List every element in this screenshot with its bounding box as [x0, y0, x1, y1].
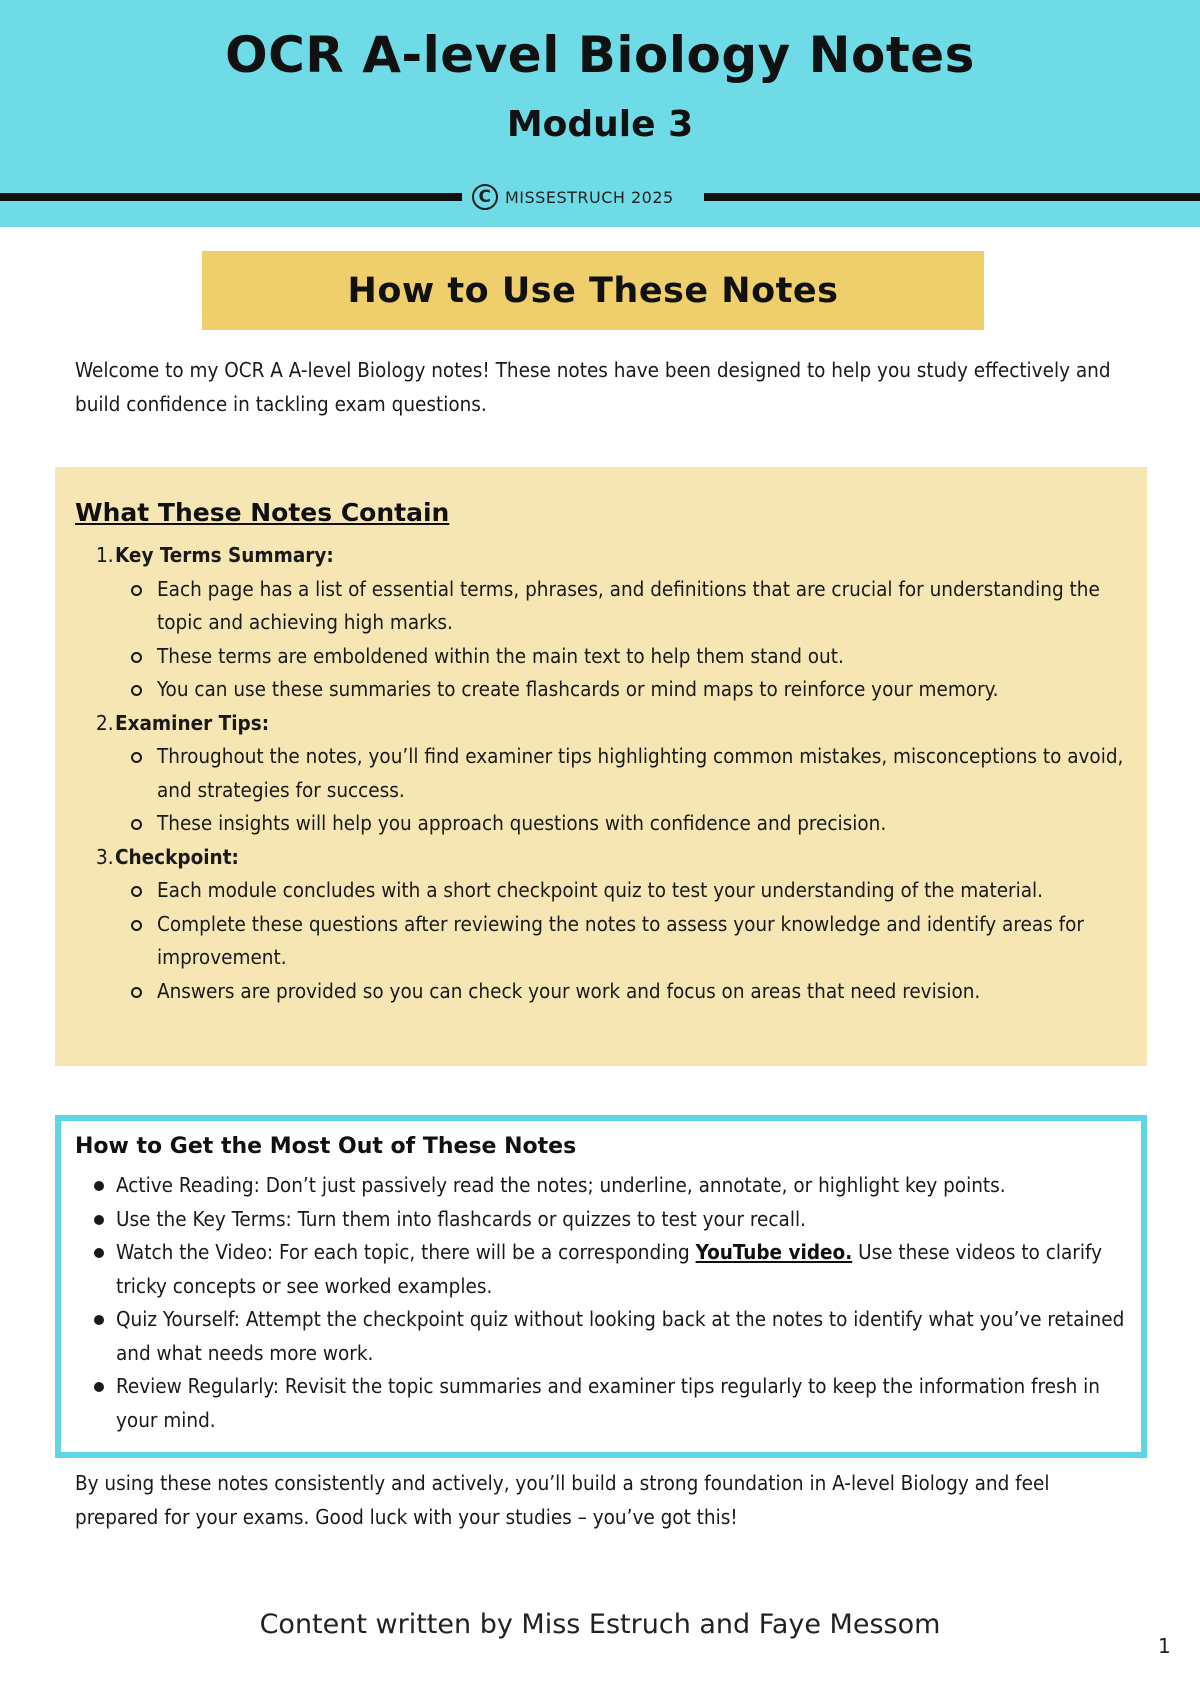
study-tip-item: [75, 1236, 1135, 1303]
contents-sub-point: Answers are provided so you can check your work and focus on areas that need revision.: [75, 975, 1135, 1009]
contents-numbered-list: [75, 539, 1135, 1008]
contents-item: [75, 707, 1135, 741]
section-title-banner: How to Use These Notes: [202, 251, 984, 330]
study-tip-item: Use the Key Terms: Turn them into flashcards or quizzes to test your recall.: [75, 1203, 1135, 1237]
contents-sub-point: These insights will help you approach questions with confidence and precision.: [75, 807, 1135, 841]
contents-item-title: Examiner Tips:: [115, 710, 270, 735]
contents-item-number: 1.: [96, 543, 114, 567]
intro-paragraph: Welcome to my OCR A A-level Biology notes! These notes have been designed to help you study effectively and build confidence in tackling exam questions.: [75, 358, 1111, 416]
contents-sub-point: Throughout the notes, you’ll find examiner tips highlighting common mistakes, misconceptions to avoid, and strategies for success.: [75, 740, 1135, 807]
header-divider-left: [0, 193, 462, 201]
copyright-text: MISSESTRUCH 2025: [505, 187, 674, 207]
copyright-notice: [472, 182, 698, 212]
study-tips-panel: [55, 1115, 1147, 1458]
contents-item: [75, 539, 1135, 573]
contents-sub-point: Each page has a list of essential terms, phrases, and definitions that are crucial for understanding the topic and achieving high marks.: [75, 573, 1135, 640]
contents-item-title: Key Terms Summary:: [115, 543, 334, 567]
contents-sub-point: Complete these questions after reviewing the notes to assess your knowledge and identify areas for improvement.: [75, 908, 1135, 975]
contents-item: [75, 841, 1135, 875]
module-subtitle: Module 3: [506, 104, 694, 145]
contents-sub-point: You can use these summaries to create flashcards or mind maps to reinforce your memory.: [75, 673, 1135, 707]
study-tips-heading: How to Get the Most Out of These Notes: [75, 1134, 577, 1159]
header-divider-right: [704, 193, 1200, 201]
study-tip-text: Use these videos to clarify tricky concepts or see worked examples.: [116, 1240, 1102, 1298]
youtube-video-link[interactable]: YouTube video.: [695, 1240, 853, 1264]
study-tip-item: Review Regularly: Revisit the topic summaries and examiner tips regularly to keep the information fresh in your mind.: [75, 1370, 1135, 1437]
contents-sub-point: Each module concludes with a short checkpoint quiz to test your understanding of the material.: [75, 874, 1135, 908]
page-title: OCR A-level Biology Notes: [225, 26, 975, 84]
study-tip-item: Quiz Yourself: Attempt the checkpoint quiz without looking back at the notes to identify what you’ve retained and what needs more work.: [75, 1303, 1135, 1370]
contents-sub-point: These terms are emboldened within the main text to help them stand out.: [75, 640, 1135, 674]
page-number: 1: [1158, 1634, 1171, 1658]
notes-contents-heading: What These Notes Contain: [75, 498, 450, 527]
closing-paragraph: By using these notes consistently and actively, you’ll build a strong foundation in A-level Biology and feel prepared for your exams. Good luck with your studies – you’ve got this!: [75, 1471, 1050, 1529]
copyright-icon: C: [472, 184, 498, 210]
study-tip-item: Active Reading: Don’t just passively read the notes; underline, annotate, or highlight key points.: [75, 1169, 1135, 1203]
contents-item-title: Checkpoint:: [115, 844, 239, 869]
author-credit: Content written by Miss Estruch and Faye Messom: [259, 1609, 941, 1640]
notes-contents-panel: [55, 467, 1147, 1066]
contents-item-number: 3.: [96, 844, 114, 869]
page-header: [0, 0, 1200, 227]
contents-item-number: 2.: [96, 710, 114, 735]
study-tips-list: [75, 1169, 1135, 1437]
study-tip-text: Watch the Video: For each topic, there will be a corresponding: [116, 1240, 696, 1264]
